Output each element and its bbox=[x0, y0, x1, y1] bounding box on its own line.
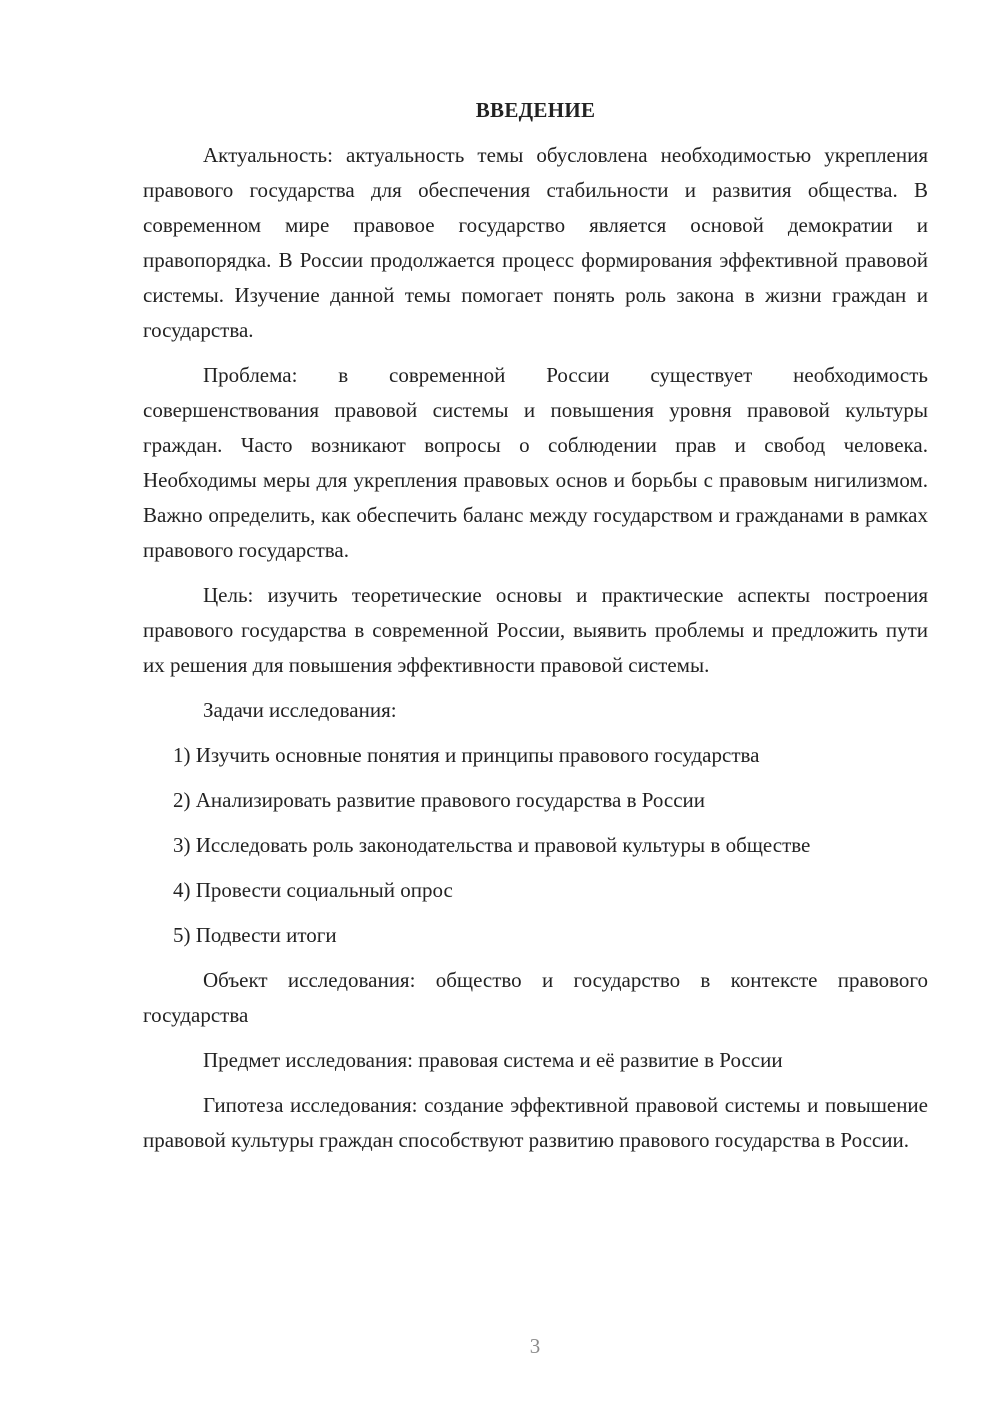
page-number: 3 bbox=[529, 1334, 541, 1358]
goal-paragraph: Цель: изучить теоретические основы и практические аспекты построения правового государства в современной России, выявить проблемы и предложить пути их решения для повышения эффективности правовой системы. bbox=[143, 583, 928, 677]
object-paragraph: Объект исследования: общество и государство в контексте правового государства bbox=[143, 968, 928, 1027]
hypothesis-paragraph: Гипотеза исследования: создание эффективной правовой системы и повышение правовой культуры граждан способствуют развитию правового государства в России. bbox=[143, 1093, 928, 1152]
task-item-1: 1) Изучить основные понятия и принципы правового государства bbox=[173, 743, 760, 767]
task-item-3: 3) Исследовать роль законодательства и правовой культуры в обществе bbox=[173, 833, 811, 857]
problem-paragraph: Проблема: в современной России существует необходимость совершенствования правовой системы и повышения уровня правовой культуры граждан. Часто возникают вопросы о соблюдении прав и свобод человека. Необходимы меры для укрепления правовых основ и борьбы с правовым нигилизмом. Важно определить, как обеспечить баланс между государством и гражданами в рамках правового государства. bbox=[143, 363, 928, 562]
document-page bbox=[143, 93, 928, 1168]
relevance-paragraph: Актуальность: актуальность темы обусловлена необходимостью укрепления правового государства для обеспечения стабильности и развития общества. В современном мире правовое государство является основой демократии и правопорядка. В России продолжается процесс формирования эффективной правовой системы. Изучение данной темы помогает понять роль закона в жизни граждан и государства. bbox=[143, 143, 928, 342]
task-item-5: 5) Подвести итоги bbox=[173, 923, 337, 947]
tasks-heading: Задачи исследования: bbox=[203, 698, 397, 722]
subject-paragraph: Предмет исследования: правовая система и её развитие в России bbox=[203, 1048, 783, 1072]
page-title: ВВЕДЕНИЕ bbox=[475, 98, 596, 122]
task-item-4: 4) Провести социальный опрос bbox=[173, 878, 453, 902]
task-item-2: 2) Анализировать развитие правового государства в России bbox=[173, 788, 706, 812]
